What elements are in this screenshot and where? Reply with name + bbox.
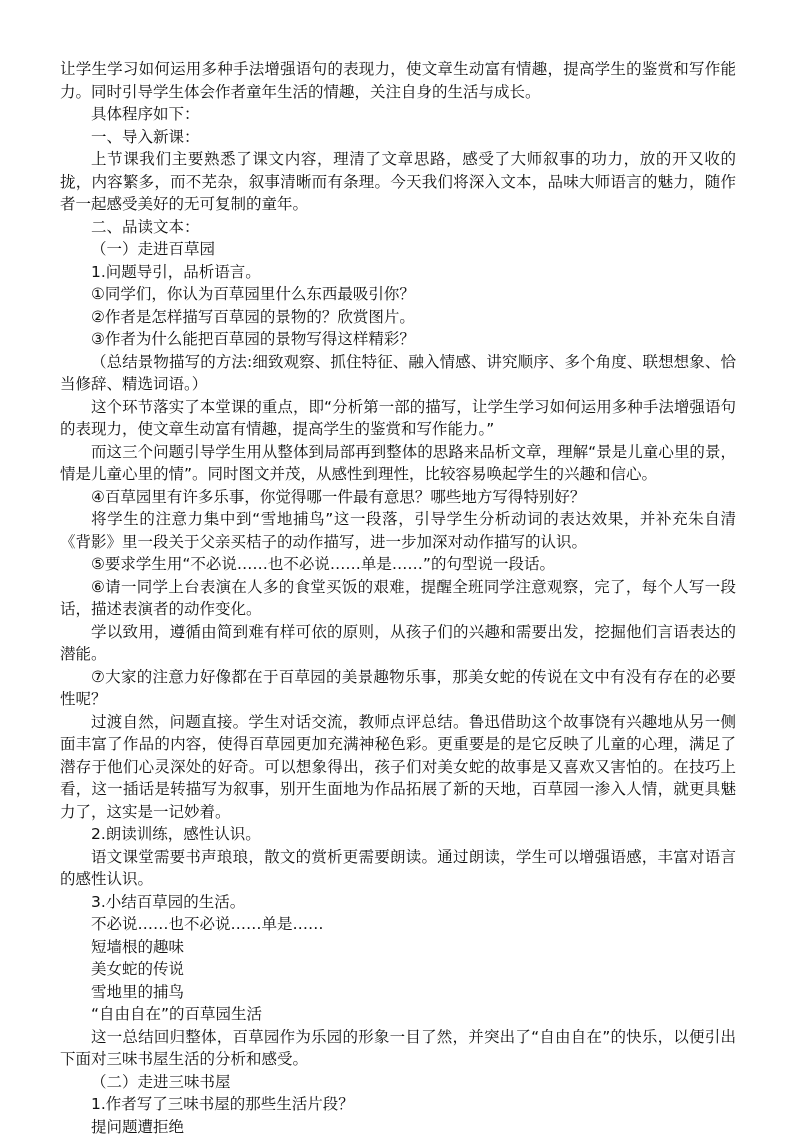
question-5: ⑤要求学生用“不必说……也不必说……单是……”的句型说一段话。	[60, 553, 736, 576]
subheading-question-guide: 1.问题导引，品析语言。	[60, 261, 736, 284]
paragraph-lead-in: 上节课我们主要熟悉了课文内容，理清了文章思路，感受了大师叙事的功力，放的开又收的拢，内容繁多，而不芜杂，叙事清晰而有条理。今天我们将深入文本，品味大师语言的魅力，随作者一起感受美好的无可复制的童年。	[60, 148, 736, 216]
question-6: ⑥请一同学上台表演在人多的食堂买饭的艰难，提醒全班同学注意观察，完了，每个人写一段话，描述表演者的动作变化。	[60, 576, 736, 621]
question-1: ①同学们，你认为百草园里什么东西最吸引你？	[60, 283, 736, 306]
list-item-question-rejected: 提问题遭拒绝	[60, 1116, 736, 1138]
heading-sanwei-shuwu: （二）走进三味书屋	[60, 1071, 736, 1094]
question-2: ②作者是怎样描写百草园的景物的？欣赏图片。	[60, 306, 736, 329]
paragraph-intro-continued: 让学生学习如何运用多种手法增强语句的表现力，使文章生动富有情趣，提高学生的鉴赏和写作能力。同时引导学生体会作者童年生活的情趣，关注自身的生活与成长。	[60, 58, 736, 103]
paragraph-method-summary: （总结景物描写的方法:细致观察、抓住特征、融入情感、讲究顺序、多个角度、联想想象、恰当修辞、精选词语。）	[60, 351, 736, 396]
heading-lead-in: 一、导入新课：	[60, 126, 736, 149]
subheading-summary: 3.小结百草园的生活。	[60, 891, 736, 914]
paragraph-approach: 而这三个问题引导学生用从整体到局部再到整体的思路来品析文章，理解“景是儿童心里的景，情是儿童心里的情”。同时图文并茂，从感性到理性，比较容易唤起学生的兴趣和信心。	[60, 441, 736, 486]
heading-baicaoyuan: （一）走进百草园	[60, 238, 736, 261]
paragraph-application: 学以致用，遵循由简到难有样可依的原则，从孩子们的兴趣和需要出发，挖掘他们言语表达的潜能。	[60, 621, 736, 666]
paragraph-summary-conclusion: 这一总结回归整体，百草园作为乐园的形象一目了然，并突出了“自由自在”的快乐，以便引出下面对三味书屋生活的分析和感受。	[60, 1026, 736, 1071]
question-4: ④百草园里有许多乐事，你觉得哪一件最有意思？哪些地方写得特别好？	[60, 486, 736, 509]
heading-reading: 二、品读文本：	[60, 216, 736, 239]
paragraph-snake-legend: 过渡自然，问题直接。学生对话交流，教师点评总结。鲁迅借助这个故事饶有兴趣地从另一侧面丰富了作品的内容，使得百草园更加充满神秘色彩。更重要是的是它反映了儿童的心理，满足了潜存于他们心灵深处的好奇。可以想象得出，孩子们对美女蛇的故事是又喜欢又害怕的。在技巧上看，这一插话是转描写为叙事，别开生面地为作品拓展了新的天地，百草园一渗入人情，就更具魅力了，这实是一记妙着。	[60, 711, 736, 824]
summary-line-wall: 短墙根的趣味	[60, 936, 736, 959]
document-page	[60, 58, 736, 1138]
paragraph-procedure: 具体程序如下：	[60, 103, 736, 126]
subheading-shuwu-question: 1.作者写了三味书屋的那些生活片段？	[60, 1093, 736, 1116]
paragraph-snow-bird: 将学生的注意力集中到“雪地捕鸟”这一段落，引导学生分析动词的表达效果，并补充朱自清《背影》里一段关于父亲买桔子的动作描写，进一步加深对动作描写的认识。	[60, 508, 736, 553]
summary-line-freedom: “自由自在”的百草园生活	[60, 1003, 736, 1026]
paragraph-focus: 这个环节落实了本堂课的重点，即“分析第一部的描写，让学生学习如何运用多种手法增强语句的表现力，使文章生动富有情趣，提高学生的鉴赏和写作能力。”	[60, 396, 736, 441]
paragraph-reading-aloud: 语文课堂需要书声琅琅，散文的赏析更需要朗读。通过朗读，学生可以增强语感，丰富对语言的感性认识。	[60, 846, 736, 891]
question-3: ③作者为什么能把百草园的景物写得这样精彩？	[60, 328, 736, 351]
subheading-reading-training: 2.朗读训练，感性认识。	[60, 823, 736, 846]
summary-line-bird: 雪地里的捕鸟	[60, 981, 736, 1004]
summary-line-pattern: 不必说……也不必说……单是……	[60, 913, 736, 936]
question-7: ⑦大家的注意力好像都在于百草园的美景趣物乐事，那美女蛇的传说在文中有没有存在的必要性呢？	[60, 666, 736, 711]
summary-line-snake: 美女蛇的传说	[60, 958, 736, 981]
